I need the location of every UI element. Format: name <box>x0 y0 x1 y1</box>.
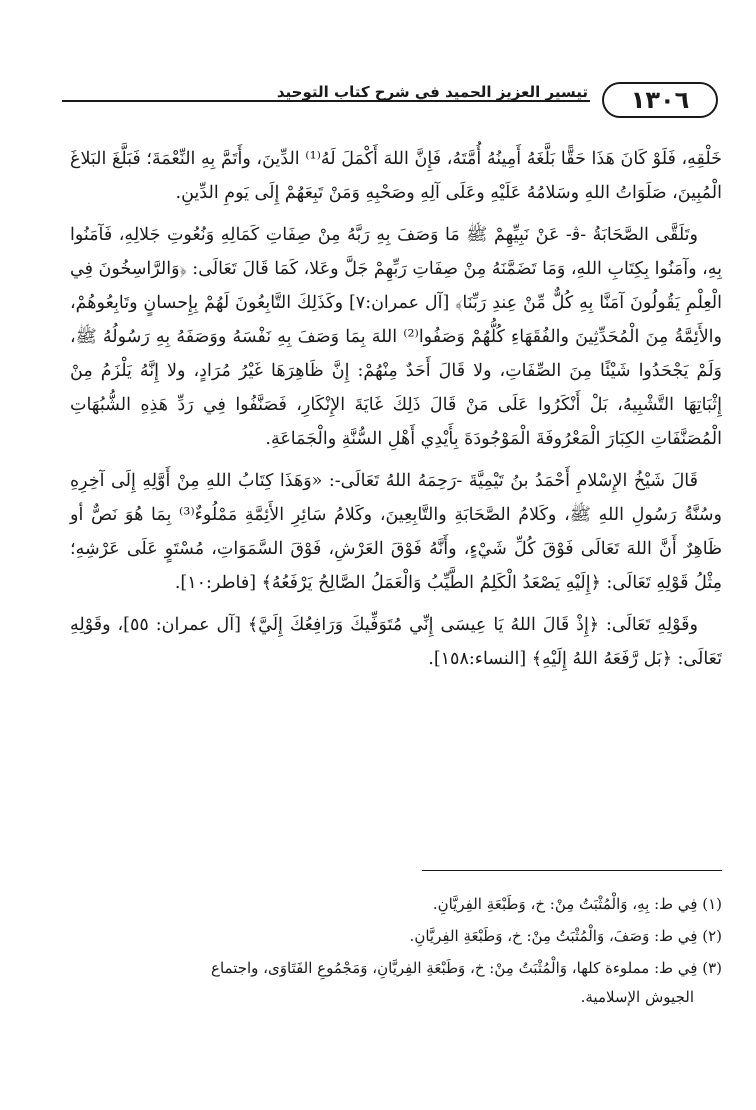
page-number: ١٣٠٦ <box>630 86 690 114</box>
footnotes <box>62 890 722 1015</box>
main-text <box>70 142 722 684</box>
paragraph-2: وتَلَقَّى الصَّحَابَةُ -ﭬ- عَنْ نَبِيِّهِمْ ﷺ مَا وَصَفَ بِهِ رَبَّهُ مِنْ صِفَاتِ كَمَالِهِ وَنُعُوتِ جَلالِهِ، فَآمَنُوا بِهِ، وآمَنُوا بِكِتَابِ اللهِ، وَمَا تَضَمَّنَهُ مِنْ صِفَاتِ رَبِّهِمْ جَلَّ وعَلا، كَمَا قَالَ تَعَالَى: ﴿وَالرَّاسِخُونَ فِي الْعِلْمِ يَقُولُونَ آمَنَّا بِهِ كُلٌّ مِّنْ عِندِ رَبِّنَا﴾ [آل عمران:٧] وكَذَلِكَ التَّابِعُونَ لَهُمْ بِإِحسانٍ وتَابِعُوهُمْ، والأَئِمَّةُ مِنَ الْمُحَدِّثِينَ والفُقَهَاءِ كُلُّهُمْ وَصَفُوا⁽²⁾ اللهَ بِمَا وَصَفَ بِهِ نَفْسَهُ ووَصَفَهُ بِهِ رَسُولُهُ ﷺ، وَلَمْ يَجْحَدُوا شَيْئًا مِنَ الصِّفَاتِ، ولا قَالَ أَحَدٌ مِنْهُمْ: إِنَّ ظَاهِرَهَا غَيْرُ مُرَادٍ، ولا إِنَّهُ يَلْزَمُ مِنْ إِثْبَاتِهَا التَّشْبِيهُ، بَلْ أَنْكَرُوا عَلَى مَنْ قَالَ ذَلِكَ غَايَةَ الإِنْكَارِ، فَصَنَّفُوا فِي رَدِّ هَذِهِ الشُّبُهَاتِ الْمُصَنَّفَاتِ الكِبَارَ الْمَعْرُوفَةَ الْمَوْجُودَةَ بِأَيْدِي أَهْلِ السُّنَّةِ والْجَمَاعَةِ. <box>70 225 722 449</box>
page-header <box>62 78 718 118</box>
header-rule <box>62 100 590 102</box>
footnote-2: (٢) فِي ط: وَصَفَ، وَالْمُثْبَتُ مِنْ: خ، وَطَبْعَةِ الفِريَّانِ. <box>409 927 722 945</box>
page-number-badge <box>602 82 718 118</box>
paragraph-1: خَلْقِهِ، فَلَوْ كَانَ هَذَا حَقًّا بَلَّغَهُ أَمِينُهُ أُمَّتَهُ، فَإِنَّ اللهَ أَكْمَلَ لَهُ⁽¹⁾ الدِّينَ، وأَتَمَّ بِهِ النِّعْمَةَ؛ فَبَلَّغَ البَلاغَ الْمُبِينَ، صَلَوَاتُ اللهِ وسَلامُهُ عَلَيْهِ وعَلَى آلِهِ وصَحْبِهِ وَمَنْ تَبِعَهُمْ إِلَى يَومِ الدِّينِ. <box>70 149 722 203</box>
footnote-3-line-2: الجيوش الإسلامية. <box>580 988 694 1006</box>
paragraph-3: قَالَ شَيْخُ الإِسْلامِ أَحْمَدُ بنُ تَيْمِيَّةَ -رَحِمَهُ اللهُ تَعَالَى-: «وَهَذَا كِتَابُ اللهِ مِنْ أَوَّلِهِ إِلَى آخِرِهِ وسُنَّةُ رَسُولِ اللهِ ﷺ، وكَلامُ الصَّحَابَةِ والتَّابِعِينَ، وكَلامُ سَائِرِ الأَئِمَّةِ مَمْلُوءٌ⁽³⁾ بِمَا هُوَ نَصٌّ أو ظَاهِرٌ أَنَّ اللهَ تَعَالَى فَوْقَ كُلِّ شَيْءٍ، وأَنَّهُ فَوْقَ العَرْشِ، فَوْقَ السَّمَوَاتِ، مُسْتَوٍ عَلَى عَرْشِهِ؛ مِثْلُ قَوْلِهِ تَعَالَى: ﴿إِلَيْهِ يَصْعَدُ الْكَلِمُ الطَّيِّبُ وَالْعَمَلُ الصَّالِحُ يَرْفَعُهُ﴾ [فاطر:١٠]. <box>70 471 722 593</box>
footnote-1: (١) فِي ط: بِهِ، وَالْمُثْبَتُ مِنْ: خ، وَطَبْعَةِ الفِريَّانِ. <box>432 895 722 913</box>
footnote-3 <box>62 954 722 1012</box>
footnote-3-line-1: (٣) فِي ط: مملوءة كلها، وَالْمُثْبَتُ مِنْ: خ، وَطَبْعَةِ الفِريَّانِ، وَمَجْمُوعِ الفَتَاوَى، واجتماع <box>211 959 722 977</box>
footnote-separator <box>422 870 722 871</box>
paragraph-4: وقَوْلِهِ تَعَالَى: ﴿إِذْ قَالَ اللهُ يَا عِيسَى إِنِّي مُتَوَفِّيكَ وَرَافِعُكَ إِلَيَّ﴾ [آل عمران: ٥٥]، وقَوْلِهِ تَعَالَى: ﴿بَل رَّفَعَهُ اللهُ إِلَيْهِ﴾ [النساء:١٥٨]. <box>70 615 722 669</box>
running-title: تيسير العزيز الحميد في شرح كتاب التوحيد <box>276 83 588 101</box>
